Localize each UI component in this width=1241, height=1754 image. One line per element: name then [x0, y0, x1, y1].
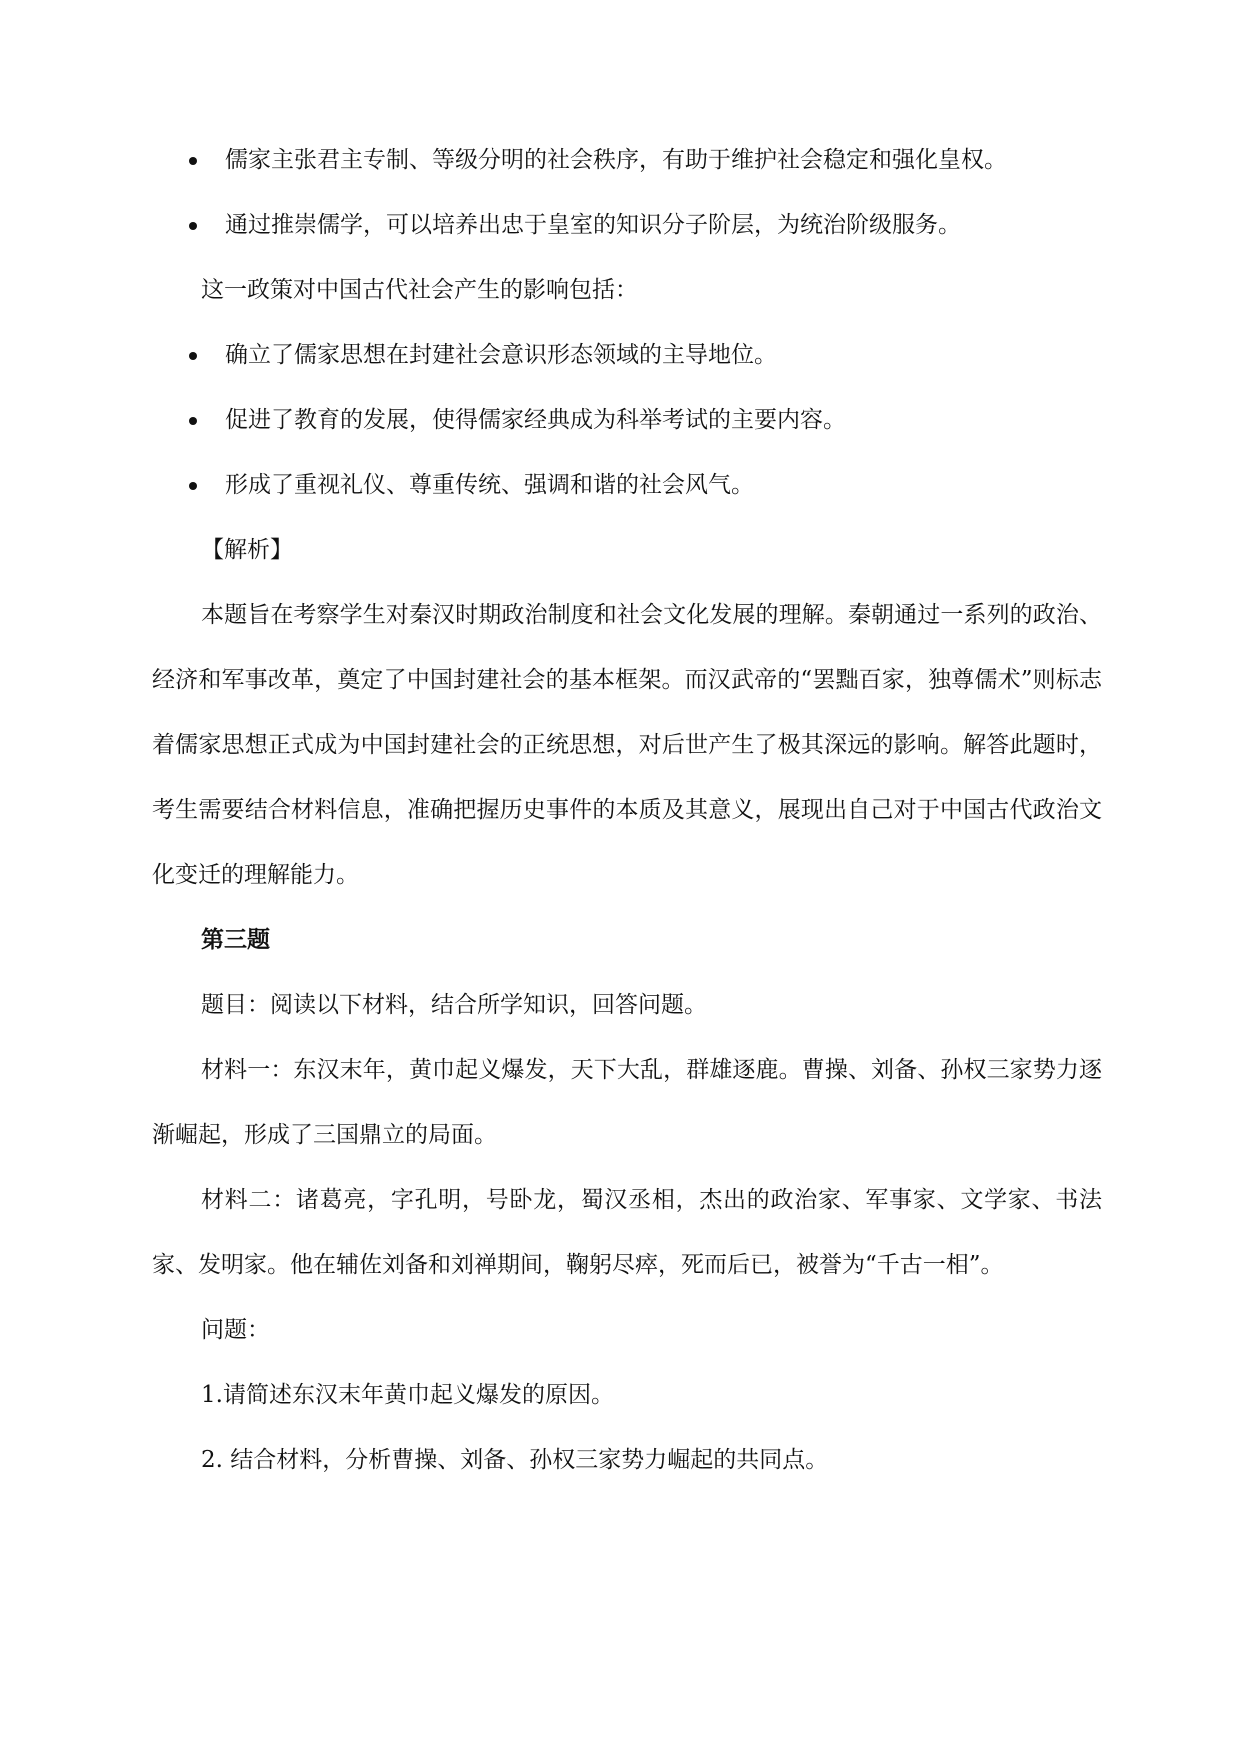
list-item-text: 形成了重视礼仪、尊重传统、强调和谐的社会风气。 — [225, 472, 754, 498]
list-item — [152, 205, 1102, 245]
list-item — [152, 400, 1102, 440]
analysis-label: 【解析】 — [201, 537, 293, 563]
impact-intro: 这一政策对中国古代社会产生的影响包括： — [201, 277, 638, 303]
list-item — [152, 335, 1102, 375]
bullet-icon — [189, 482, 197, 490]
list-item-text: 确立了儒家思想在封建社会意识形态领域的主导地位。 — [225, 342, 777, 368]
document-page — [152, 140, 1102, 1505]
questions-label: 问题： — [201, 1317, 270, 1343]
analysis-paragraph: 本题旨在考察学生对秦汉时期政治制度和社会文化发展的理解。秦朝通过一系列的政治、经济和军事改革，奠定了中国封建社会的基本框架。而汉武帝的“罢黜百家，独尊儒术”则标志着儒家思想正式成为中国封建社会的正统思想，对后世产生了极其深远的影响。解答此题时，考生需要结合材料信息，准确把握历史事件的本质及其意义，展现出自己对于中国古代政治文化变迁的理解能力。 — [152, 602, 1102, 888]
list-item — [152, 140, 1102, 180]
question-heading: 第三题 — [201, 927, 270, 953]
question-prompt: 题目：阅读以下材料，结合所学知识，回答问题。 — [201, 992, 707, 1018]
bullet-icon — [189, 417, 197, 425]
bullet-icon — [189, 157, 197, 165]
list-item-text: 通过推崇儒学，可以培养出忠于皇室的知识分子阶层，为统治阶级服务。 — [225, 212, 961, 238]
list-item-text: 促进了教育的发展，使得儒家经典成为科举考试的主要内容。 — [225, 407, 846, 433]
question-item: 1.请简述东汉末年黄巾起义爆发的原因。 — [201, 1382, 614, 1408]
list-item — [152, 465, 1102, 505]
bullet-icon — [189, 222, 197, 230]
question-item: 2. 结合材料，分析曹操、刘备、孙权三家势力崛起的共同点。 — [201, 1447, 829, 1473]
bullet-icon — [189, 352, 197, 360]
list-item-text: 儒家主张君主专制、等级分明的社会秩序，有助于维护社会稳定和强化皇权。 — [225, 147, 1007, 173]
material-two: 材料二：诸葛亮，字孔明，号卧龙，蜀汉丞相，杰出的政治家、军事家、文学家、书法家、发明家。他在辅佐刘备和刘禅期间，鞠躬尽瘁，死而后已，被誉为“千古一相”。 — [152, 1187, 1102, 1278]
material-one: 材料一：东汉末年，黄巾起义爆发，天下大乱，群雄逐鹿。曹操、刘备、孙权三家势力逐渐崛起，形成了三国鼎立的局面。 — [152, 1057, 1102, 1148]
